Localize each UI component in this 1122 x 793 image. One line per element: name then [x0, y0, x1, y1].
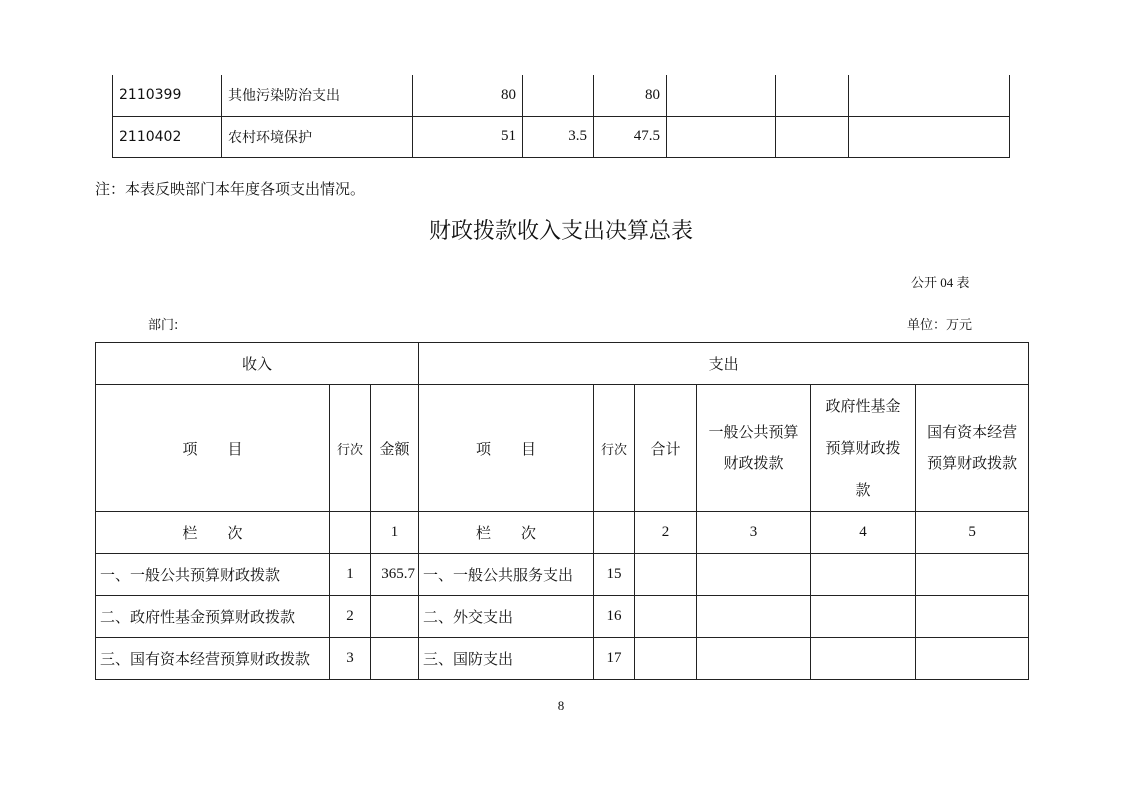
expense-item: 二、外交支出 — [419, 596, 594, 638]
empty-cell — [330, 512, 371, 554]
income-row-number: 3 — [330, 638, 371, 680]
amount-cell: 80 — [413, 75, 523, 116]
col-state-capital — [916, 385, 1029, 512]
income-header: 收入 — [96, 343, 419, 385]
expense-item: 三、国防支出 — [419, 638, 594, 680]
income-item: 三、国有资本经营预算财政拨款 — [96, 638, 330, 680]
state-cell — [916, 638, 1029, 680]
form-id: 公开 04 表 — [911, 275, 970, 290]
col-total: 合计 — [635, 385, 697, 512]
col-state-line1: 国有资本经营 — [927, 423, 1018, 441]
col-row-expense: 行次 — [594, 385, 635, 512]
empty-cell — [594, 512, 635, 554]
table-note: 注：本表反映部门本年度各项支出情况。 — [95, 180, 366, 198]
amount-cell: 3.5 — [523, 116, 594, 157]
expense-row-number: 16 — [594, 596, 635, 638]
subject-code: 2110399 — [113, 75, 222, 116]
income-amount — [371, 596, 419, 638]
subject-name: 其他污染防治支出 — [222, 75, 413, 116]
income-item: 一、一般公共预算财政拨款 — [96, 554, 330, 596]
general-cell — [697, 554, 811, 596]
income-row-number: 1 — [330, 554, 371, 596]
total-cell — [635, 554, 697, 596]
col-general-line1: 一般公共预算 — [708, 423, 799, 441]
header-row — [96, 385, 1029, 512]
income-row-number: 2 — [330, 596, 371, 638]
fund-cell — [811, 596, 916, 638]
col-number: 5 — [916, 512, 1029, 554]
expense-item: 一、一般公共服务支出 — [419, 554, 594, 596]
col-row: 行次 — [330, 385, 371, 512]
col-number: 2 — [635, 512, 697, 554]
header-row — [96, 343, 1029, 385]
income-amount: 365.7 — [371, 554, 419, 596]
expense-row-number: 15 — [594, 554, 635, 596]
amount-cell: 51 — [413, 116, 523, 157]
table-row — [96, 554, 1029, 596]
subject-code: 2110402 — [113, 116, 222, 157]
amount-cell — [523, 75, 594, 116]
col-fund-line1: 政府性基金 — [825, 397, 901, 415]
general-cell — [697, 596, 811, 638]
lanci-label-expense: 栏 次 — [419, 512, 594, 554]
general-cell — [697, 638, 811, 680]
amount-cell — [776, 116, 849, 157]
state-cell — [916, 596, 1029, 638]
fiscal-summary-table — [95, 342, 1029, 680]
amount-cell — [849, 116, 1010, 157]
amount-cell — [667, 75, 776, 116]
amount-cell: 47.5 — [594, 116, 667, 157]
table-row — [96, 596, 1029, 638]
col-item: 项 目 — [96, 385, 330, 512]
income-amount — [371, 638, 419, 680]
income-item: 二、政府性基金预算财政拨款 — [96, 596, 330, 638]
expenditure-detail-table — [112, 75, 1010, 158]
fund-cell — [811, 638, 916, 680]
table-row — [96, 638, 1029, 680]
column-number-row — [96, 512, 1029, 554]
table-row — [113, 116, 1010, 157]
amount-cell: 80 — [594, 75, 667, 116]
col-general-budget — [697, 385, 811, 512]
col-state-line2: 预算财政拨款 — [927, 454, 1018, 472]
col-number: 3 — [697, 512, 811, 554]
col-fund-line3: 款 — [855, 481, 871, 499]
department-label: 部门: — [148, 318, 179, 333]
lanci-label: 栏 次 — [96, 512, 330, 554]
expense-row-number: 17 — [594, 638, 635, 680]
col-amount: 金额 — [371, 385, 419, 512]
col-general-line2: 财政拨款 — [723, 454, 784, 472]
expense-header: 支出 — [419, 343, 1029, 385]
state-cell — [916, 554, 1029, 596]
total-cell — [635, 638, 697, 680]
amount-cell — [776, 75, 849, 116]
page-title: 财政拨款收入支出决算总表 — [428, 219, 693, 244]
total-cell — [635, 596, 697, 638]
fund-cell — [811, 554, 916, 596]
col-item-expense: 项 目 — [419, 385, 594, 512]
amount-cell — [849, 75, 1010, 116]
col-number: 1 — [371, 512, 419, 554]
page-number: 8 — [557, 698, 565, 713]
amount-cell — [667, 116, 776, 157]
subject-name: 农村环境保护 — [222, 116, 413, 157]
col-fund-line2: 预算财政拨 — [825, 439, 901, 457]
table-row — [113, 75, 1010, 116]
unit-label: 单位：万元 — [907, 318, 973, 333]
col-number: 4 — [811, 512, 916, 554]
col-government-fund — [811, 385, 916, 512]
